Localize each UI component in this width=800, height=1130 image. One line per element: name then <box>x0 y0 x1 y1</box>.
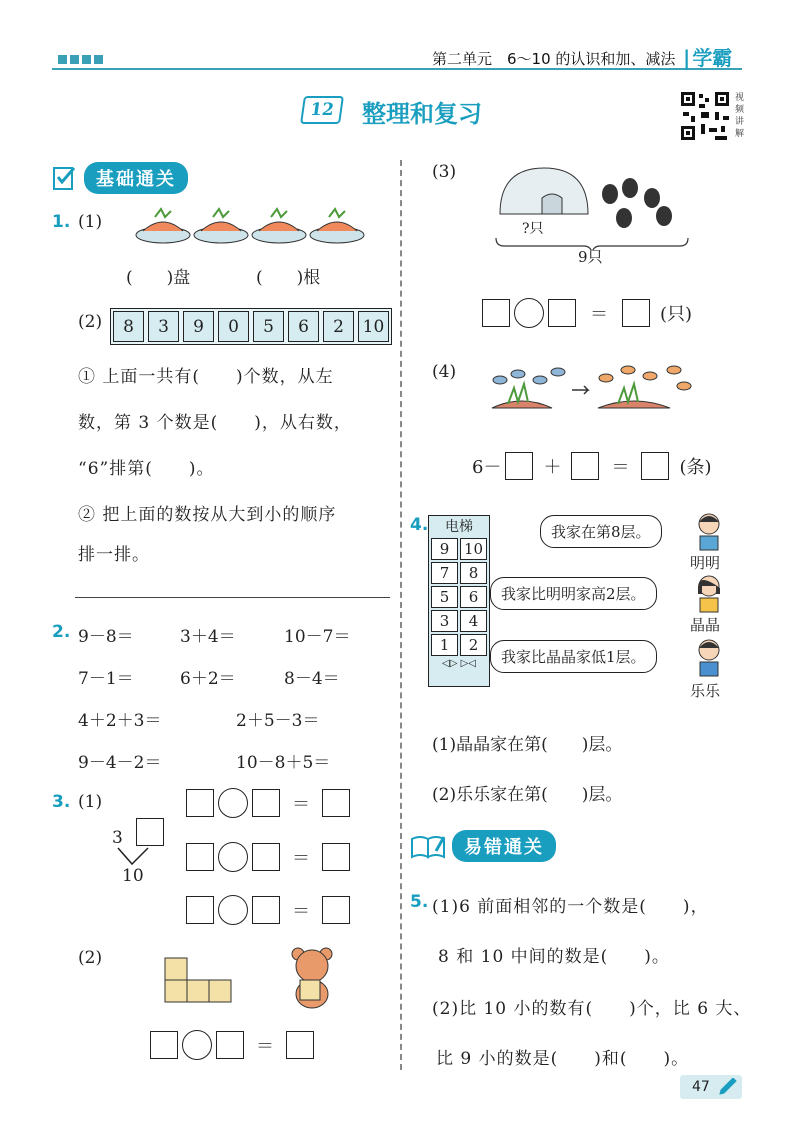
q4-number: 4. <box>410 515 429 535</box>
brand-logo: | 学霸 <box>683 42 732 71</box>
number-card: 9 <box>183 311 214 342</box>
q1-line5: 排一排。 <box>78 545 150 565</box>
column-divider <box>400 160 402 1070</box>
kid-name: 明明 <box>690 554 721 572</box>
floor-button: 1 <box>431 634 458 656</box>
answer-box[interactable] <box>571 452 599 480</box>
boy-mingming-avatar <box>694 512 724 552</box>
q1-line4: ② 把上面的数按从大到小的顺序 <box>78 505 337 525</box>
floor-button: 7 <box>431 562 458 584</box>
number-card-row <box>110 308 392 345</box>
floor-button: 5 <box>431 586 458 608</box>
number-card: 2 <box>323 311 354 342</box>
answer-box[interactable] <box>548 299 576 327</box>
answer-box[interactable] <box>186 843 214 871</box>
speech-bubble: 我家比明明家高2层。 <box>490 577 657 610</box>
number-card: 10 <box>358 311 389 342</box>
q5-line2: 8 和 10 中间的数是( )。 <box>438 947 670 967</box>
answer-box[interactable] <box>252 843 280 871</box>
answer-box[interactable] <box>186 789 214 817</box>
unit-label: (只) <box>660 304 693 325</box>
q1-part1-label: (1) <box>78 212 103 232</box>
equals-sign: ＝ <box>292 901 310 922</box>
equation-row <box>186 788 350 818</box>
floor-button: 2 <box>460 634 487 656</box>
floor-button: 9 <box>431 538 458 560</box>
answer-box[interactable] <box>641 452 669 480</box>
equals-sign: ＝ <box>611 457 630 478</box>
answer-box[interactable] <box>252 789 280 817</box>
open-book-pencil-icon <box>410 833 446 859</box>
answer-box[interactable] <box>505 452 533 480</box>
right-part4-label: (4) <box>432 362 457 382</box>
answer-box[interactable] <box>286 1031 314 1059</box>
q2-calc: 9－4－2＝ <box>78 753 162 773</box>
q1-number: 1. <box>52 212 71 232</box>
section-error-prone <box>410 830 556 862</box>
cubes-illustration <box>155 950 235 1012</box>
kid-name: 乐乐 <box>690 682 721 700</box>
fish-expression: 6－ <box>472 457 502 478</box>
equals-sign: ＝ <box>590 304 608 325</box>
equation-row <box>186 895 350 925</box>
checklist-icon <box>52 165 78 191</box>
igloo-question: ?只 <box>522 221 544 237</box>
q5-number: 5. <box>410 892 429 912</box>
lesson-number-badge: 12 <box>300 96 344 124</box>
q2-calc: 2＋5－3＝ <box>236 711 320 731</box>
equals-sign: ＝ <box>256 1036 274 1057</box>
split-top-number: 3 <box>112 828 123 848</box>
q5-line3: (2)比 10 小的数有( )个，比 6 大、 <box>432 999 752 1019</box>
page-number <box>680 1075 742 1099</box>
answer-line[interactable] <box>75 597 390 598</box>
q4-sub2: (2)乐乐家在第( )层。 <box>432 785 623 805</box>
speech-bubble: 我家在第8层。 <box>540 515 662 548</box>
floor-button: 10 <box>460 538 487 560</box>
elevator-panel <box>428 515 490 687</box>
answer-box[interactable] <box>186 896 214 924</box>
operator-circle[interactable] <box>218 842 248 872</box>
page-number-text: 47 <box>692 1079 710 1095</box>
answer-box[interactable] <box>216 1031 244 1059</box>
kid-name: 晶晶 <box>690 616 721 634</box>
girl-jingjing-avatar <box>694 574 724 614</box>
q2-calc: 8－4＝ <box>284 669 340 689</box>
elevator-title: 电梯 <box>445 519 473 535</box>
operator-circle[interactable] <box>182 1030 212 1060</box>
q2-calc: 3＋4＝ <box>180 627 236 647</box>
q2-calc: 10－7＝ <box>284 627 351 647</box>
carrot-plates-illustration <box>135 205 365 245</box>
section-basic-title: 基础通关 <box>84 162 188 194</box>
speech-bubble: 我家比晶晶家低1层。 <box>490 640 657 673</box>
q3-part1-label: (1) <box>78 792 103 812</box>
q4-sub1: (1)晶晶家在第( )层。 <box>432 735 623 755</box>
q2-calc: 9－8＝ <box>78 627 134 647</box>
equation-row <box>482 298 692 328</box>
qr-label: 视频讲解 <box>735 93 745 139</box>
q1-line1: ① 上面一共有( )个数，从左 <box>78 367 334 387</box>
number-card: 8 <box>113 311 144 342</box>
bear-holding-cube-illustration <box>288 944 336 1010</box>
unit-title: 第二单元 6～10 的认识和加、减法 <box>432 50 676 68</box>
q3-part2-label: (2) <box>78 948 103 968</box>
q5-line4: 比 9 小的数是( )和( )。 <box>436 1049 690 1069</box>
qr-code-icon[interactable] <box>679 90 731 142</box>
lesson-title: 整理和复习 <box>362 100 482 128</box>
q2-calc: 6＋2＝ <box>180 669 236 689</box>
answer-box[interactable] <box>150 1031 178 1059</box>
equation-row <box>472 452 712 480</box>
q2-number: 2. <box>52 622 71 642</box>
section-basic <box>52 162 188 194</box>
q1-part2-label: (2) <box>78 312 103 332</box>
q1-stick-blank[interactable]: ( )根 <box>256 268 321 288</box>
operator-circle[interactable] <box>514 298 544 328</box>
q2-calc: 7－1＝ <box>78 669 134 689</box>
boy-lele-avatar <box>694 638 724 678</box>
operator-circle[interactable] <box>218 895 248 925</box>
answer-box[interactable] <box>322 789 350 817</box>
answer-box[interactable] <box>322 843 350 871</box>
number-card: 5 <box>253 311 284 342</box>
floor-button: 6 <box>460 586 487 608</box>
answer-box[interactable] <box>136 818 164 846</box>
q1-plate-blank[interactable]: ( )盘 <box>126 268 191 288</box>
number-card: 3 <box>148 311 179 342</box>
q1-line2: 数，第 3 个数是( )，从右数， <box>78 413 352 433</box>
q3-number: 3. <box>52 792 71 812</box>
plus-sign: ＋ <box>543 457 562 478</box>
answer-box[interactable] <box>622 299 650 327</box>
answer-box[interactable] <box>482 299 510 327</box>
right-part3-label: (3) <box>432 162 457 182</box>
fish-illustration <box>488 360 698 418</box>
q5-line1: (1)6 前面相邻的一个数是( )， <box>432 897 709 917</box>
answer-box[interactable] <box>322 896 350 924</box>
equals-sign: ＝ <box>292 794 310 815</box>
floor-button: 8 <box>460 562 487 584</box>
q2-calc: 4＋2＋3＝ <box>78 711 162 731</box>
operator-circle[interactable] <box>218 788 248 818</box>
equals-sign: ＝ <box>292 848 310 869</box>
q1-line3: “6”排第( )。 <box>78 459 215 479</box>
door-buttons-icon: ◁▷ ▷◁ <box>442 658 476 669</box>
header-decoration <box>58 55 103 64</box>
q2-calc: 10－8＋5＝ <box>236 753 331 773</box>
section-error-prone-title: 易错通关 <box>452 830 556 862</box>
igloo-penguins-illustration <box>490 160 690 250</box>
number-card: 0 <box>218 311 249 342</box>
equation-row <box>186 842 350 872</box>
split-bottom-number: 10 <box>122 866 144 886</box>
igloo-total: 9只 <box>578 248 603 266</box>
equation-row <box>150 1030 314 1060</box>
answer-box[interactable] <box>252 896 280 924</box>
unit-label: (条) <box>679 457 712 478</box>
floor-button: 3 <box>431 610 458 632</box>
pencil-icon <box>718 1078 740 1096</box>
number-card: 6 <box>288 311 319 342</box>
number-split-lines <box>114 846 154 868</box>
floor-button: 4 <box>460 610 487 632</box>
